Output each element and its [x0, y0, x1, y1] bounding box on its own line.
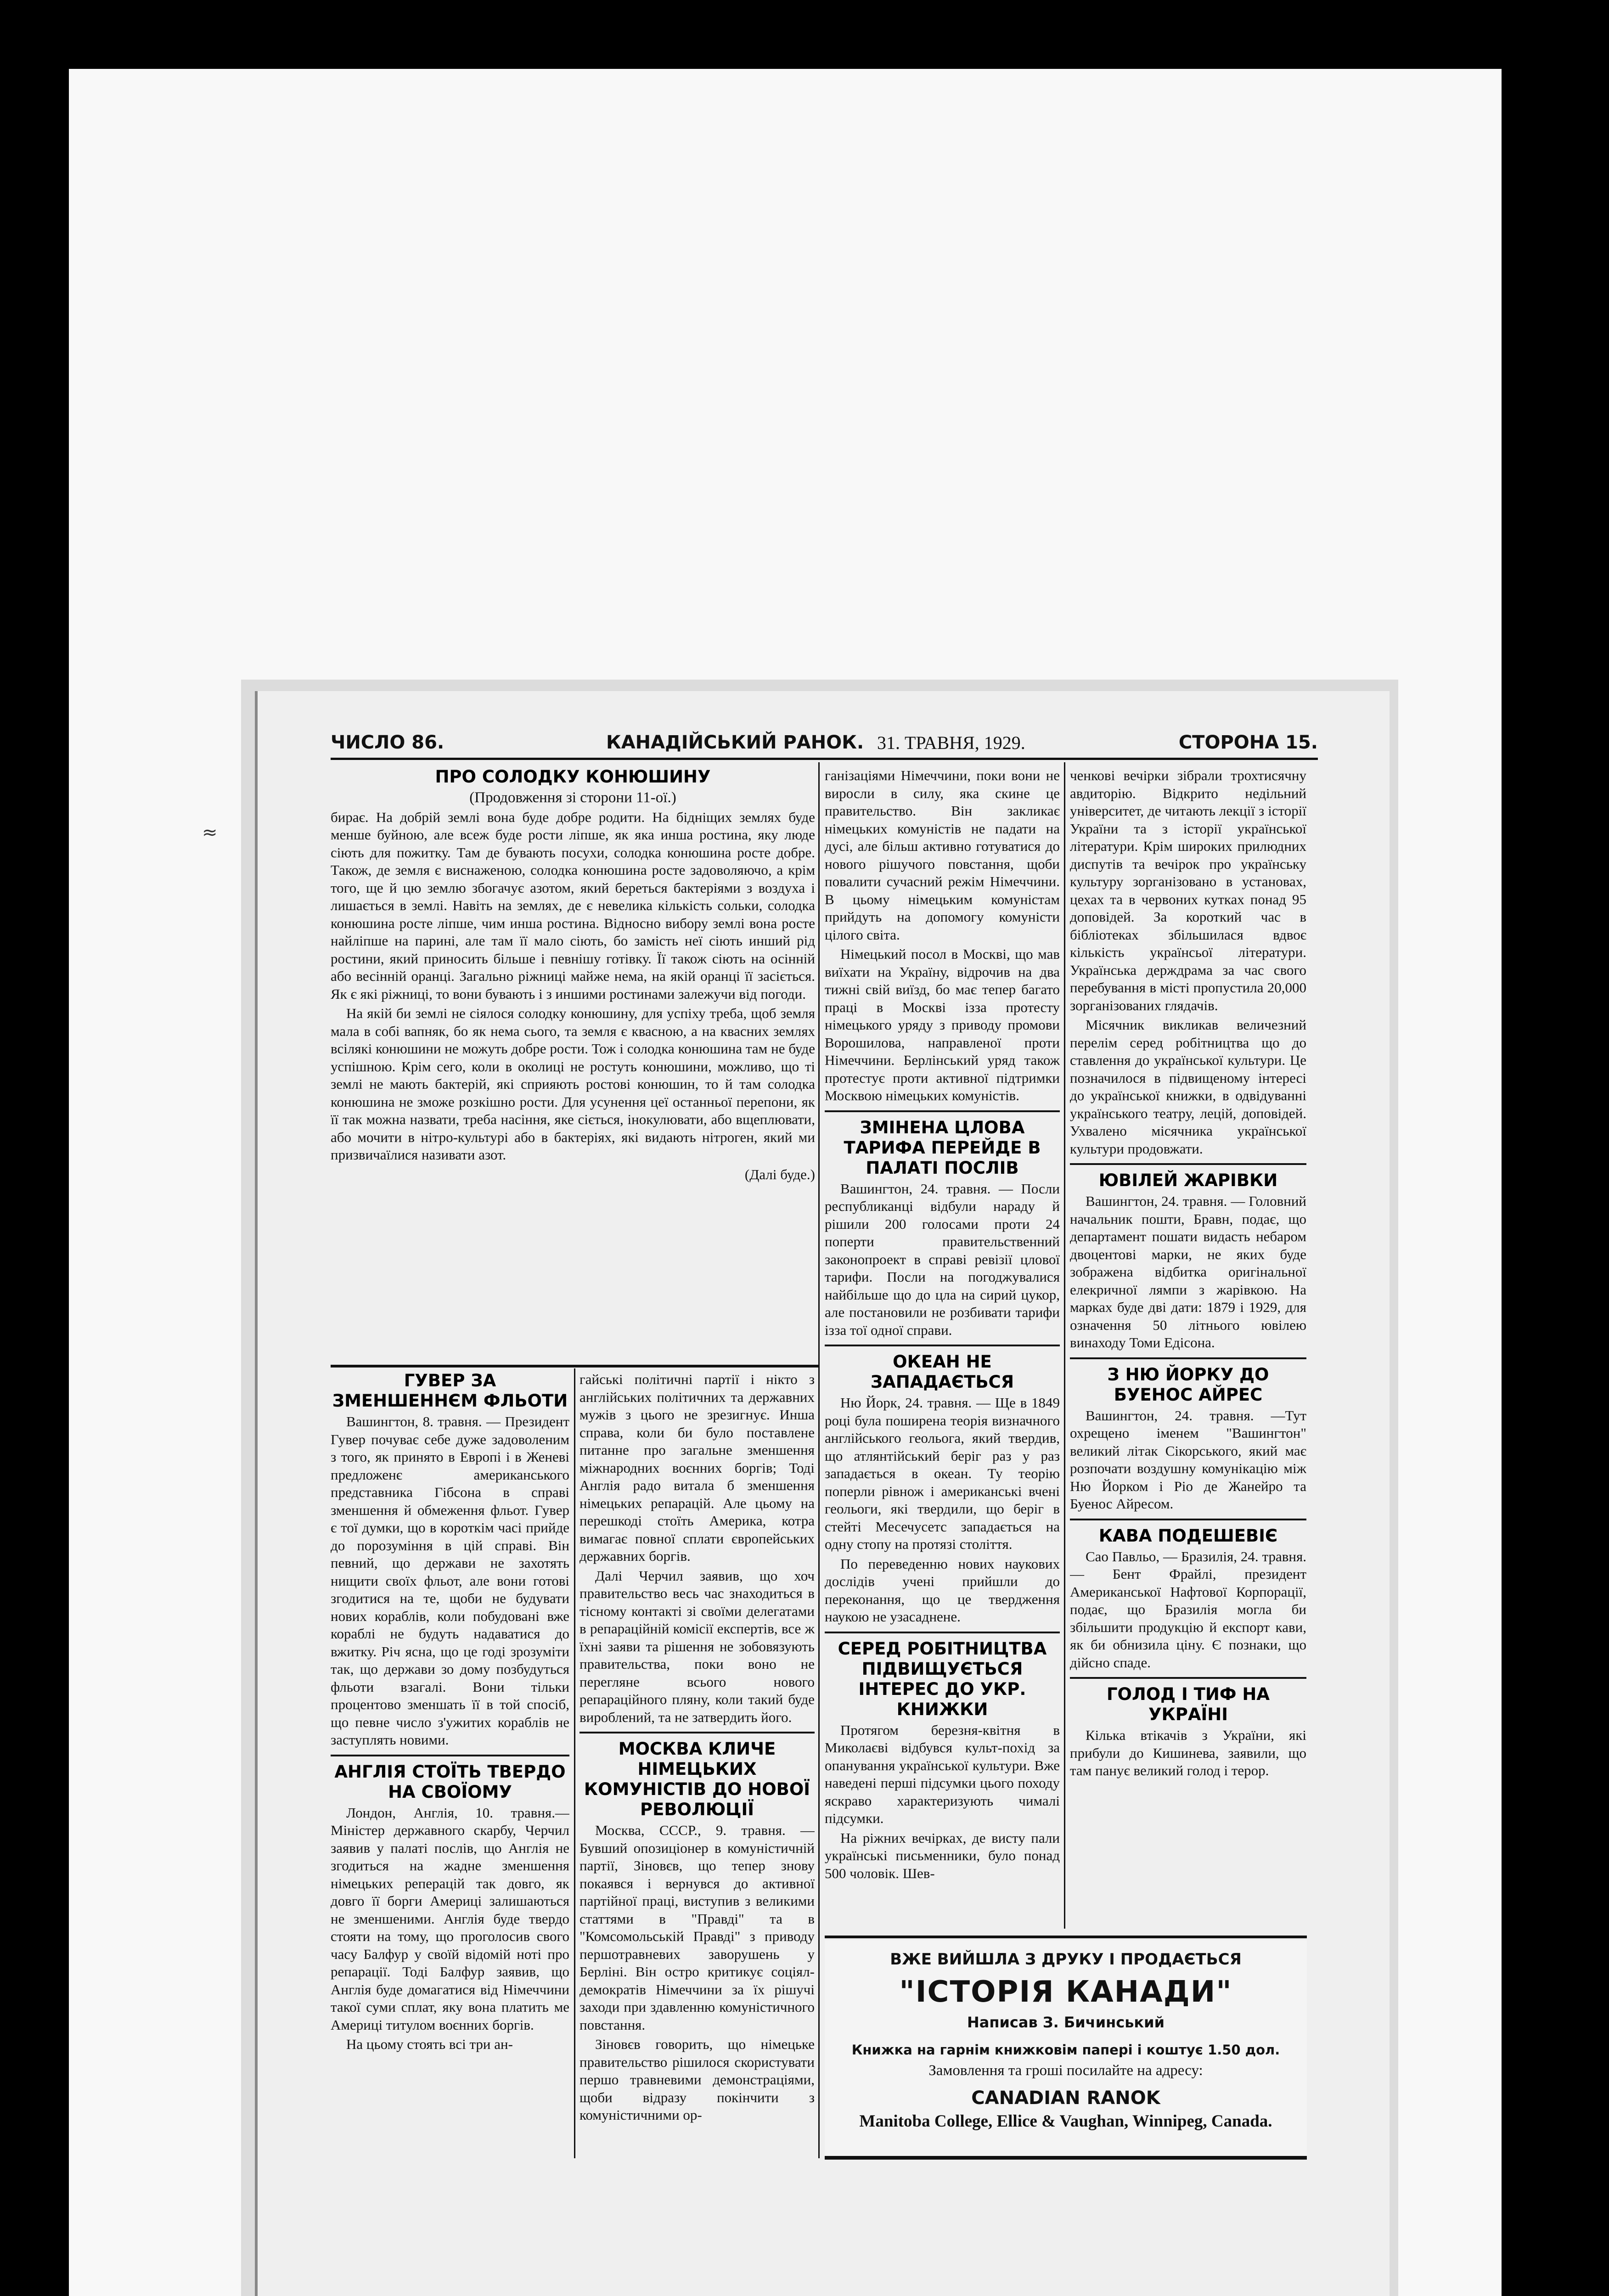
- page-header: [331, 732, 1318, 758]
- article-paragraph: Вашингтон, 8. травня. — Президент Гувер почуває себе дуже задоволеним з того, як принято в Европі і в Женеві предложенє американського представника Гібсона в справі зменшення й обмеження фльот. Гувер є тої думки, що в короткім часі прийде до порозуміння в цій справі. Він певний, що держави не захотять нищити своїх фльот, але вони готові згодитися на те, щоби не будувати нових кораблів, коли побудовані вже кораблі не будуть надаватися до вжитку. Річ ясна, що це годі зрозуміти так, що держави зо дому позбудуться фльоти взагалі. Вони тільки процентово зменшать її в той спосіб, що певне число з'ужитих кораблів не заступлять новими.: [331, 1413, 569, 1748]
- article-paragraph: Місячник викликав величезний перелім серед робітництва що до ставлення до української культури. Це позначилося в підвищеному інтересі до української книжки, в одвідуванні українського театру, лецій, доповідей. Ухвалено місячника української культури продовжати.: [1070, 1017, 1306, 1157]
- article-paragraph: Вашингтон, 24. травня. — Посли республиканці відбули нараду й рішили 200 голосами проти 24 поперти правительственний законопроект в справі ревізії цлової тарифи. Посли на погоджувалися найбільше що до цла на сирий цукор, але постановили не розбивати тарифи ізза тої одної справи.: [825, 1180, 1060, 1338]
- article-separator: [825, 1632, 1060, 1633]
- article-separator: [331, 1755, 569, 1756]
- article-paragraph: Ню Йорк, 24. травня. — Ще в 1849 році була поширена теорія визначного англійського геольога, який твердив, що атлянтійський беріг раз у раз западається в океан. Ту теорію поперли рівнож і американські вчені геольоги, які твердили, що беріг в стейті Месечусетс западається на одну стопу на протязі століття.: [825, 1395, 1060, 1552]
- news-column-5: [1070, 767, 1306, 1933]
- article-headline: ГОЛОД І ТИФ НА УКРАЇНІ: [1106, 1684, 1270, 1724]
- article-separator: [1070, 1357, 1306, 1359]
- margin-mark: ≈: [202, 822, 218, 843]
- article-paragraph: Зіновєв говорить, що німецьке правительство рішилося скористувати першо травневими демонстраціями, щоби відразу покінчити з комуністичними ор-: [579, 2036, 815, 2123]
- article-headline: ГУВЕР ЗА ЗМЕНШЕННЄМ ФЛЬОТИ: [332, 1371, 568, 1411]
- article-headline: АНГЛІЯ СТОЇТЬ ТВЕРДО НА СВОЇОМУ: [334, 1761, 566, 1802]
- article-headline: ОКЕАН НЕ ЗАПАДАЄТЬСЯ: [870, 1352, 1014, 1392]
- book-advertisement: [825, 1940, 1307, 2156]
- news-column-4: [825, 767, 1060, 1933]
- article-separator: [825, 1110, 1060, 1112]
- article-paragraph: Вашингтон, 24. травня. —Тут охрещено іменем "Вашингтон" великий літак Сікорського, який має розпочати воздушну комунікацію між Ню Йорком і Ріо де Жанейро та Буенос Айресом.: [1070, 1407, 1306, 1512]
- news-column-2: [331, 1371, 569, 2156]
- article-separator: [579, 1732, 815, 1733]
- ad-price: Книжка на гарнім книжковім папері і коштує 1.50 дол.: [851, 2042, 1280, 2058]
- ad-organization: CANADIAN RANOK: [971, 2088, 1160, 2109]
- ad-address: Manitoba College, Ellice & Vaughan, Winnipeg, Canada.: [859, 2112, 1272, 2131]
- to-be-continued: (Далі буде.): [744, 1166, 815, 1182]
- masthead: КАНАДІЙСЬКИЙ РАНОК.: [606, 732, 864, 753]
- article-headline: ЗМІНЕНА ЦЛОВА ТАРИФА ПЕРЕЙДЕ В ПАЛАТІ ПОСЛІВ: [844, 1117, 1041, 1178]
- article-paragraph: Москва, СССР., 9. травня. — Бувший опозиціонер в комуністичній партії, Зіновєв, що тепер знову покаявся і вернувся до активної партійної праці, виступив з великими статтями в "Правді" та в "Комсомольській Правді" з приводу першотравневих заворушень у Берліні. Він остро критикує соціял-демократів Німеччини за їх рішучі заходи при здавленню комуністичного повстання.: [579, 1822, 815, 2033]
- article-paragraph: Сао Павльо, — Бразилія, 24. травня. — Бент Фрайлі, президент Американської Нафтової Корпорації, подає, що Бразилія могла би збільшити продукцію й експорт кави, як би обнизила ціну. Є познаки, що дійсно спаде.: [1070, 1548, 1306, 1671]
- article-headline: СЕРЕД РОБІТНИЦТВА ПІДВИЩУЄТЬСЯ ІНТЕРЕС ДО УКР. КНИЖКИ: [838, 1638, 1047, 1719]
- column-divider: [818, 762, 820, 2158]
- article-headline: З НЮ ЙОРКУ ДО БУЕНОС АЙРЕС: [1107, 1364, 1269, 1405]
- article-paragraph: ганізаціями Німеччини, поки вони не виросли в силу, яка скине це правительство. Він закликає німецьких комуністів не падати на дусі, але більш активно готуватися до нового рішучого повстання, щоби повалити сучасний режім Німеччини. В цьому німецьким комуністам прийдуть на допомогу комуністи цілого світа.: [825, 767, 1060, 943]
- article-paragraph: ченкові вечірки зібрали трохтисячну авдиторію. Відкрито недільний університет, де читають лекції з історії України та з історії української літератури. Крім широких прилюдних диспутів та вечірок про українську культуру зорганізовано в установах, цехах та в червоних кутках понад 95 доповідей. За короткий час в бібліотеках збільшилася вдвоє кількість українсьої літератури. Українська держдрама за час свого перебування в місті пропустила 20,000 зорганізованих глядачів.: [1070, 767, 1306, 1013]
- ad-order-note: Замовлення та гроші посилайте на адресу:: [928, 2062, 1203, 2079]
- ad-top-rule: [825, 1936, 1307, 1938]
- article-paragraph: Німецький посол в Москві, що мав виїхати на Україну, відрочив на два тижні свій виїзд, бо має тепер багато праці в Москві ізза протесту німецького уряду з приводу промови Ворошилова, направленої проти Німеччини. Берлінський уряд також протестує проти активної підтримки Москвою німецьких комуністів.: [825, 946, 1060, 1103]
- ad-author: Написав З. Бичинський: [967, 2014, 1165, 2031]
- issue-date: 31. ТРАВНЯ, 1929.: [877, 732, 1025, 753]
- article-paragraph: Далі Черчил заявив, що хоч правительство весь час знаходиться в тісному контакті зі своїми делегатами в репараційній комісії експертів, все ж їхні заяви та рішення не зобовязують правительства, поки воно не перегляне всього нового репараційного пляну, коли такий буде вироблений, та не затвердить його.: [579, 1567, 815, 1725]
- article-paragraph: бирає. На добрій землі вона буде добре родити. На бідніщих землях буде менше буйною, але всеж буде рости ліпше, як яка инша ростина, яку люде сіють для пожитку. Там де бувають посухи, солодка конюшина росте добре. Також, де земля є виснаженою, солодка конюшина росте задоволяючо, а крім того, ще й цю землю збогачує азотом, який береться бактеріями з воздуха і лишається в землі. Навіть на землях, де є невелика кількість сольки, солодка конюшина росте ліпше, чим инша ростина. Відносно вибору землі вона росте найліпше на парині, але там її мало сіють, бо замість неї сіють инший рід ростини, який приносить більше і певнішу готівку. Її також сіють на осінній або весінній оранці. Загально ріжниці майже нема, на якій оранці її засіється. Як є які ріжниці, то вони бувають і з иншими ростинами залежучи від погоди.: [331, 809, 815, 1002]
- article-separator: [1070, 1677, 1306, 1679]
- news-column-3: [579, 1371, 815, 2156]
- ad-announcement: ВЖЕ ВИЙШЛА З ДРУКУ І ПРОДАЄТЬСЯ: [890, 1950, 1242, 1969]
- article-paragraph: На цьому стоять всі три ан-: [346, 2036, 513, 2052]
- article-separator: [825, 1345, 1060, 1346]
- article-paragraph: Вашингтон, 24. травня. — Головний начальник пошти, Бравн, подає, що департамент пошати видасть небаром двоцентові марки, не яких буде зображена відбитка оригінальної елекричної лямпи з жарівкою. На марках буде дві дати: 1879 і 1929, для означення 50 літнього ювілею винаходу Томи Едісона.: [1070, 1193, 1306, 1351]
- page-number: СТОРОНА 15.: [1178, 732, 1318, 753]
- column-divider: [1064, 762, 1065, 1929]
- article-paragraph: На ріжних вечірках, де висту пали українські письменники, було понад 500 чоловік. Шев-: [825, 1829, 1060, 1881]
- article-separator: [1070, 1519, 1306, 1520]
- ad-book-title: "ІСТОРІЯ КАНАДИ": [899, 1975, 1232, 2009]
- article-paragraph: Лондон, Англія, 10. травня.— Міністер державного скарбу, Черчил заявив у палаті послів, що Англія не згодиться на жадне зменшення німецьких реперацій так довго, як довго її борги Америці залишаються не зменшеними. Англія буде твердо стояти на тому, що проголосив свого часу Балфур у своїй відомій ноті про репарації. Тоді Балфур заявив, що Англія буде домагатися від Німеччини такої суми сплат, яку вона платить ме Америці титулом воєнних боргів.: [331, 1804, 569, 2033]
- issue-number: ЧИСЛО 86.: [331, 732, 444, 753]
- article-paragraph: Кілька втікачів з України, які прибули до Кишинева, заявили, що там панує великий голод і терор.: [1070, 1727, 1306, 1778]
- article-continuation-note: (Продовження зі сторони 11-ої.): [469, 789, 676, 806]
- article-paragraph: Протягом березня-квітня в Миколаєві відбувся культ-похід за опанування української культури. Вже наведені перші підсумки цього походу яскраво характеризують чималі підсумки.: [825, 1722, 1060, 1826]
- article-paragraph: По переведенню нових наукових дослідів учені прийшли до переконання, що це твердження наукою не узасаднене.: [825, 1555, 1060, 1625]
- article-headline: ПРО СОЛОДКУ КОНЮШИНУ: [435, 767, 711, 787]
- article-headline: МОСКВА КЛИЧЕ НІМЕЦЬКИХ КОМУНІСТІВ ДО НОВОЇ РЕВОЛЮЦІЇ: [584, 1739, 810, 1819]
- article-headline: ЮВІЛЕЙ ЖАРІВКИ: [1098, 1171, 1278, 1190]
- header-rule: [331, 758, 1318, 760]
- ad-bottom-rule: [825, 2156, 1307, 2160]
- column-divider: [574, 1368, 575, 2158]
- article-headline: КАВА ПОДЕШЕВІЄ: [1098, 1525, 1278, 1546]
- section-rule: [331, 1365, 818, 1367]
- article-paragraph: На якій би землі не сіялося солодку конюшину, для успіху треба, щоб земля мала в собі вапняк, бо як нема сього, та земля є квасною, а на квасних землях всілякі конюшини не можуть добре рости. Тож і солодка конюшина там не буде успішною. Крім сего, коли в околиці не ростуть конюшини, можливо, що ті землі не мають бактерій, які сприяють ростові конюшин, то й там солодка конюшина не зможе розкішно рости. Для усунення цеї останньої перепони, як її так можна назвати, треба насіння, яке сіється, інокулювати, або вщеплювати, або мочити в нітро-культурі або в бактеріях, які видають нітроген, який ми призвичаїлися називати азот.: [331, 1005, 815, 1163]
- article-separator: [1070, 1163, 1306, 1165]
- article-sweet-clover: [331, 767, 815, 1364]
- article-paragraph: гайські політичні партії і нікто з англійських політичних та державних мужів з цього не зрезигнує. Инша справа, коли би було поставлене питанне про загальне зменшення міжнародних воєнних боргів; Тоді Англія радо витала б зменшення німецьких репарацій. Але цьому на перешкоді стоїть Америка, котра вимагає повної сплати європейських державних боргів.: [579, 1371, 815, 1564]
